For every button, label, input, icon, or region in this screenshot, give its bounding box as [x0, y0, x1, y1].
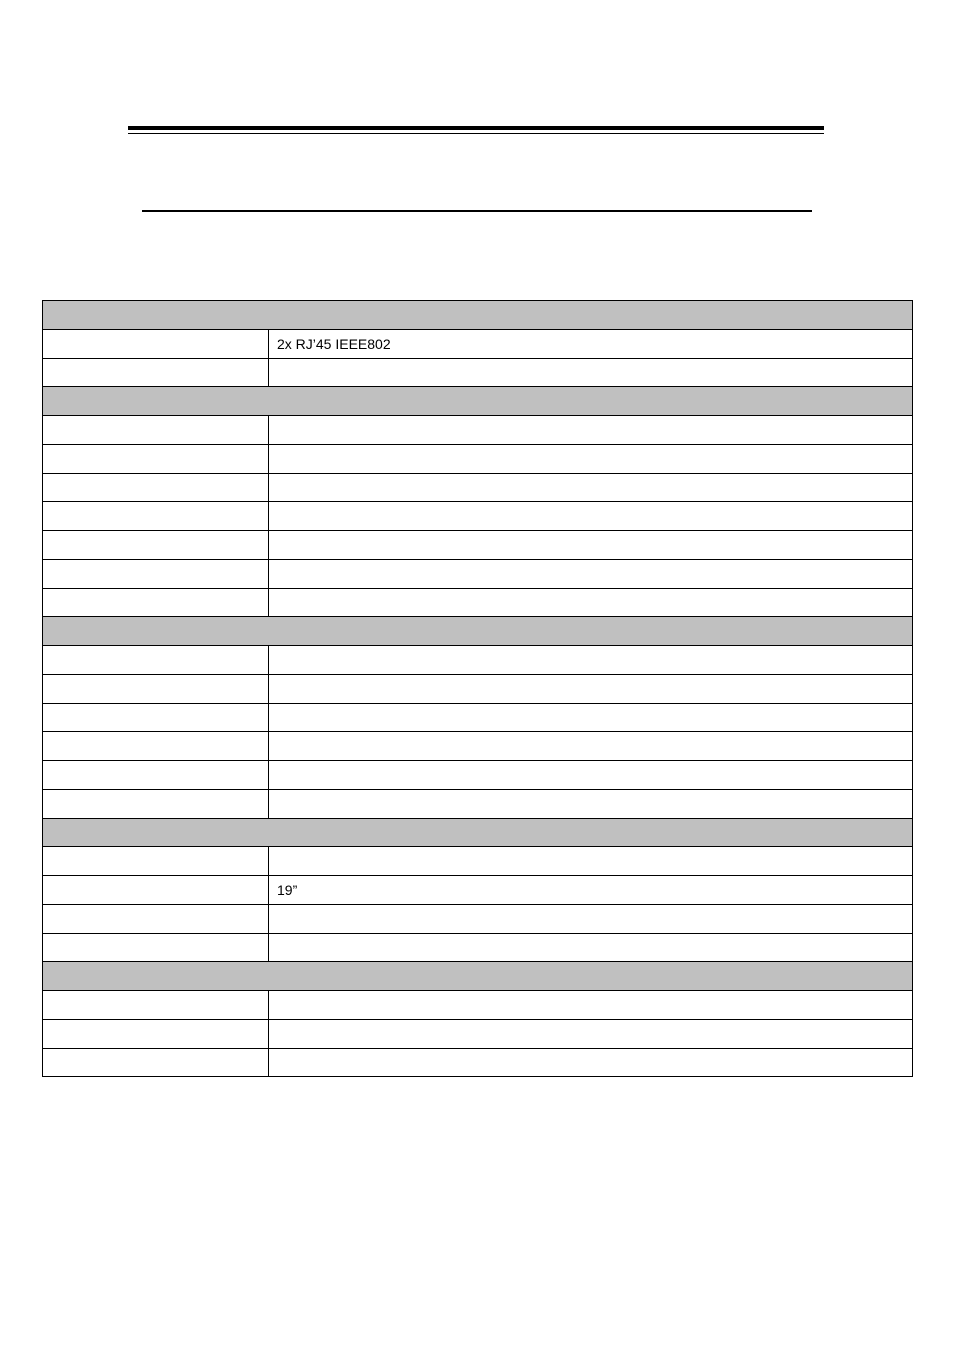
- row-label: [43, 473, 269, 502]
- table-row: [43, 559, 913, 588]
- row-value: [269, 473, 913, 502]
- row-label: [43, 531, 269, 560]
- row-value: [269, 674, 913, 703]
- row-label: [43, 933, 269, 962]
- row-label: [43, 416, 269, 445]
- row-label: [43, 876, 269, 905]
- row-value: [269, 761, 913, 790]
- row-value: [269, 646, 913, 675]
- table-row: [43, 502, 913, 531]
- row-label: [43, 588, 269, 617]
- table-row: [43, 847, 913, 876]
- row-label: [43, 1019, 269, 1048]
- table-row: [43, 329, 913, 358]
- row-label: [43, 732, 269, 761]
- row-value: [269, 416, 913, 445]
- row-label: [43, 444, 269, 473]
- table-row: [43, 358, 913, 387]
- row-value: [269, 444, 913, 473]
- row-label: [43, 329, 269, 358]
- section-header-row: [43, 818, 913, 847]
- section-header-row: [43, 962, 913, 991]
- table-row: [43, 588, 913, 617]
- table-row: [43, 1019, 913, 1048]
- row-label: [43, 646, 269, 675]
- row-label: [43, 789, 269, 818]
- table-row: [43, 444, 913, 473]
- row-value: [269, 1048, 913, 1077]
- row-value: [269, 703, 913, 732]
- row-label: [43, 674, 269, 703]
- table-row: [43, 933, 913, 962]
- table-row: [43, 732, 913, 761]
- row-label: [43, 703, 269, 732]
- title-rule-double: [128, 126, 824, 134]
- section-header: [43, 962, 913, 991]
- row-label: [43, 904, 269, 933]
- row-value: [269, 933, 913, 962]
- row-value: [269, 1019, 913, 1048]
- row-value: [269, 559, 913, 588]
- section-header: [43, 617, 913, 646]
- row-value: [269, 904, 913, 933]
- section-header-row: [43, 301, 913, 330]
- row-value: 2x RJ’45 IEEE802: [269, 329, 913, 358]
- row-label: [43, 559, 269, 588]
- table-row: [43, 876, 913, 905]
- section-header-row: [43, 617, 913, 646]
- table-row: [43, 674, 913, 703]
- row-value: [269, 358, 913, 387]
- row-value: [269, 732, 913, 761]
- spec-table-body: [43, 301, 913, 1077]
- subtitle-rule: [142, 210, 812, 212]
- row-value: [269, 531, 913, 560]
- section-header: [43, 818, 913, 847]
- table-row: [43, 761, 913, 790]
- table-row: [43, 531, 913, 560]
- row-value: 19”: [269, 876, 913, 905]
- table-row: [43, 904, 913, 933]
- row-label: [43, 1048, 269, 1077]
- section-header: [43, 387, 913, 416]
- table-row: [43, 991, 913, 1020]
- row-value: [269, 502, 913, 531]
- table-row: [43, 646, 913, 675]
- section-header: [43, 301, 913, 330]
- row-label: [43, 991, 269, 1020]
- row-value: [269, 991, 913, 1020]
- table-row: [43, 789, 913, 818]
- specification-table: [42, 300, 913, 1077]
- row-value: [269, 789, 913, 818]
- table-row: [43, 703, 913, 732]
- section-header-row: [43, 387, 913, 416]
- row-label: [43, 358, 269, 387]
- table-row: [43, 473, 913, 502]
- table-row: [43, 1048, 913, 1077]
- row-value: [269, 847, 913, 876]
- table-row: [43, 416, 913, 445]
- row-label: [43, 847, 269, 876]
- row-value: [269, 588, 913, 617]
- row-label: [43, 761, 269, 790]
- row-label: [43, 502, 269, 531]
